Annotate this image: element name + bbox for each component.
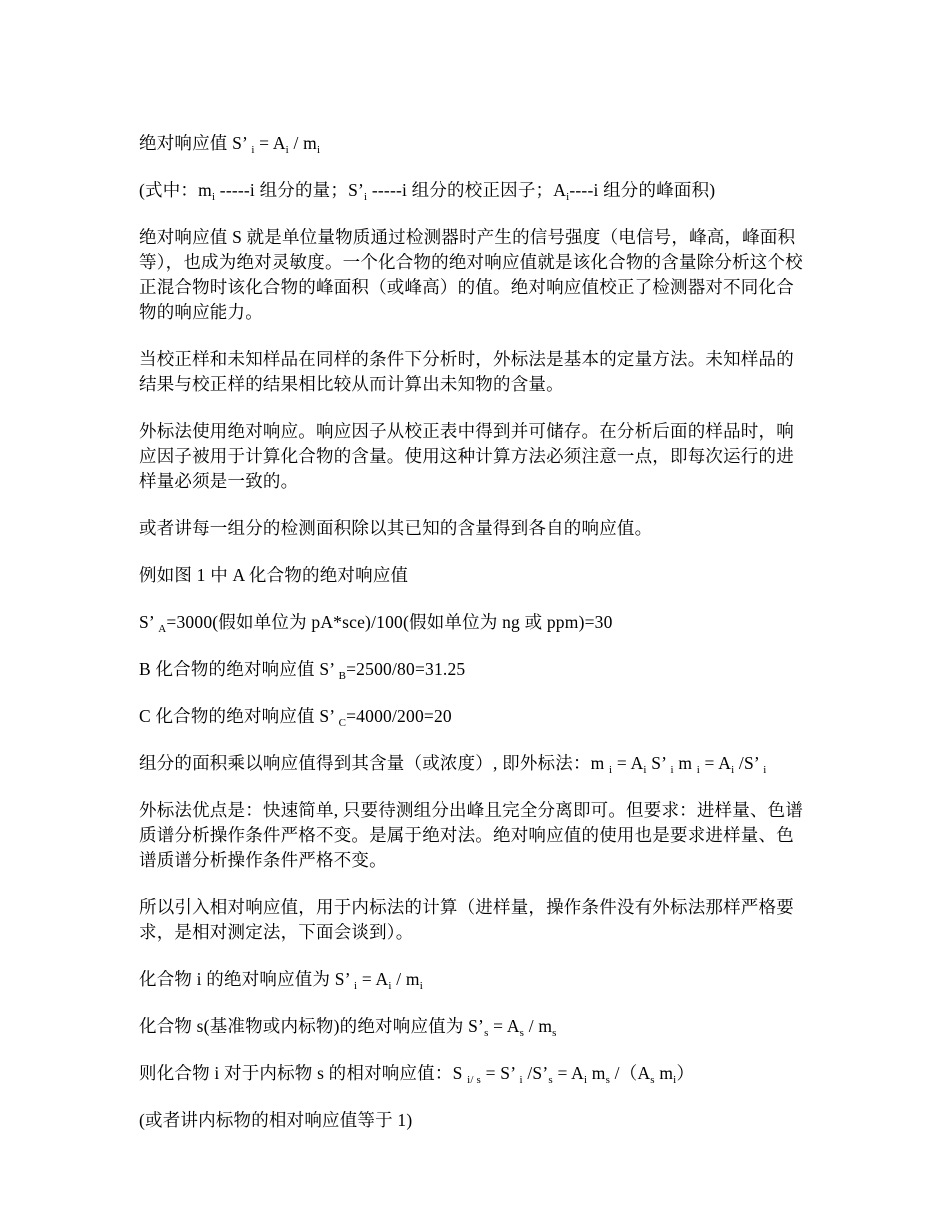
subscript-text: s [650,1074,655,1086]
text-run: = A [552,1063,584,1083]
paragraph [139,563,811,588]
text-run: (或者讲内标物的相对响应值等于 1) [139,1110,413,1130]
text-run: /S’ [522,1063,549,1083]
text-run: /S’ [734,753,764,773]
text-run: = A [699,753,732,773]
paragraph [139,516,811,541]
text-run: m [654,1063,674,1083]
paragraph [139,225,811,325]
text-run: 例如图 1 中 A 化合物的绝对响应值 [139,565,409,585]
paragraph [139,1014,811,1039]
text-run: 化合物 s(基准物或内标物)的绝对响应值为 S’ [139,1016,485,1036]
text-run: 绝对响应值 S 就是单位量物质通过检测器时产生的信号强度（电信号，峰高，峰面积等），也成为绝对灵敏度。一个化合物的绝对响应值就是该化合物的含量除分析这个校正混合物时该化合物的峰面积（或峰高）的值。绝对响应值校正了检测器对不同化合物的响应能力。 [139,227,803,322]
text-run: ） [676,1063,695,1083]
subscript-text: i [419,980,423,992]
text-run: / m [288,133,317,153]
subscript-text: i [763,764,767,776]
paragraph [139,1108,811,1133]
text-run: = A [488,1016,520,1036]
subscript-text: i [354,980,358,992]
subscript-text: i/ s [467,1074,482,1086]
subscript-text: s [552,1027,557,1039]
subscript-text: i [211,191,216,203]
subscript-text: i [316,144,321,156]
text-run: = A [254,133,286,153]
text-run: S’ [139,612,159,632]
text-run: 或者讲每一组分的检测面积除以其已知的含量得到各自的响应值。 [139,518,653,538]
text-run: = A [612,753,644,773]
paragraph [139,131,811,156]
paragraph [139,178,811,203]
subscript-text: A [158,623,167,635]
subscript-text: i [670,764,674,776]
text-run: S’ [646,753,671,773]
subscript-text: s [605,1074,611,1086]
subscript-text: i [519,1074,523,1086]
text-run: B 化合物的绝对响应值 S’ [139,659,339,679]
subscript-text: i [566,191,570,203]
paragraph [139,347,811,397]
subscript-text: i [643,764,647,776]
paragraph [139,1061,811,1086]
paragraph [139,657,811,682]
text-run: 化合物 i 的绝对响应值为 S’ [139,969,355,989]
text-run: =2500/80=31.25 [346,659,466,679]
text-run: / m [524,1016,553,1036]
subscript-text: s [484,1027,489,1039]
text-run: 外标法优点是：快速简单, 只要待测组分出峰且完全分离即可。但要求：进样量、色谱质谱分析操作条件严格不变。是属于绝对法。绝对响应值的使用也是要求进样量、色谱质谱分析操作条件严格不变。 [139,800,804,870]
paragraph [139,895,811,945]
subscript-text: i [388,980,392,992]
subscript-text: s [548,1074,553,1086]
text-run: /（A [610,1063,651,1083]
text-run: (式中：m [139,180,212,200]
subscript-text: i [696,764,700,776]
subscript-text: i [251,144,255,156]
text-run: C 化合物的绝对响应值 S’ [139,706,339,726]
subscript-text: C [338,717,347,729]
text-run: 组分的面积乘以响应值得到其含量（或浓度）, 即外标法：m [139,753,610,773]
text-run: 外标法使用绝对响应。响应因子从校正表中得到并可储存。在分析后面的样品时，响应因子被用于计算化合物的含量。使用这种计算方法必须注意一点，即每次运行的进样量必须是一致的。 [139,421,794,491]
text-run: / m [391,969,420,989]
subscript-text: B [338,670,347,682]
subscript-text: i [673,1074,677,1086]
text-run: -----i 组分的量；S’ [215,180,365,200]
subscript-text: i [583,1074,588,1086]
paragraph [139,751,811,776]
text-run: -----i 组分的校正因子；A [367,180,567,200]
text-run: 则化合物 i 对于内标物 s 的相对响应值：S [139,1063,468,1083]
paragraph [139,610,811,635]
text-run: =3000(假如单位为 pA*sce)/100(假如单位为 ng 或 ppm)=30 [166,612,613,632]
paragraph [139,419,811,494]
text-run: =4000/200=20 [346,706,452,726]
text-run: = A [357,969,389,989]
paragraph [139,704,811,729]
subscript-text: s [519,1027,525,1039]
paragraph [139,967,811,992]
subscript-text: i [609,764,613,776]
subscript-text: i [285,144,289,156]
text-run: m [673,753,697,773]
subscript-text: i [364,191,368,203]
text-run: 绝对响应值 S’ [139,133,252,153]
text-run: = S’ [481,1063,520,1083]
subscript-text: i [731,764,735,776]
text-run: 当校正样和未知样品在同样的条件下分析时，外标法是基本的定量方法。未知样品的结果与校正样的结果相比较从而计算出未知物的含量。 [139,349,794,394]
text-run: m [587,1063,606,1083]
paragraph [139,798,811,873]
text-run: 所以引入相对响应值，用于内标法的计算（进样量，操作条件没有外标法那样严格要求，是相对测定法，下面会谈到）。 [139,897,794,942]
text-run: ----i 组分的峰面积) [569,180,716,200]
document-body [139,131,811,1155]
